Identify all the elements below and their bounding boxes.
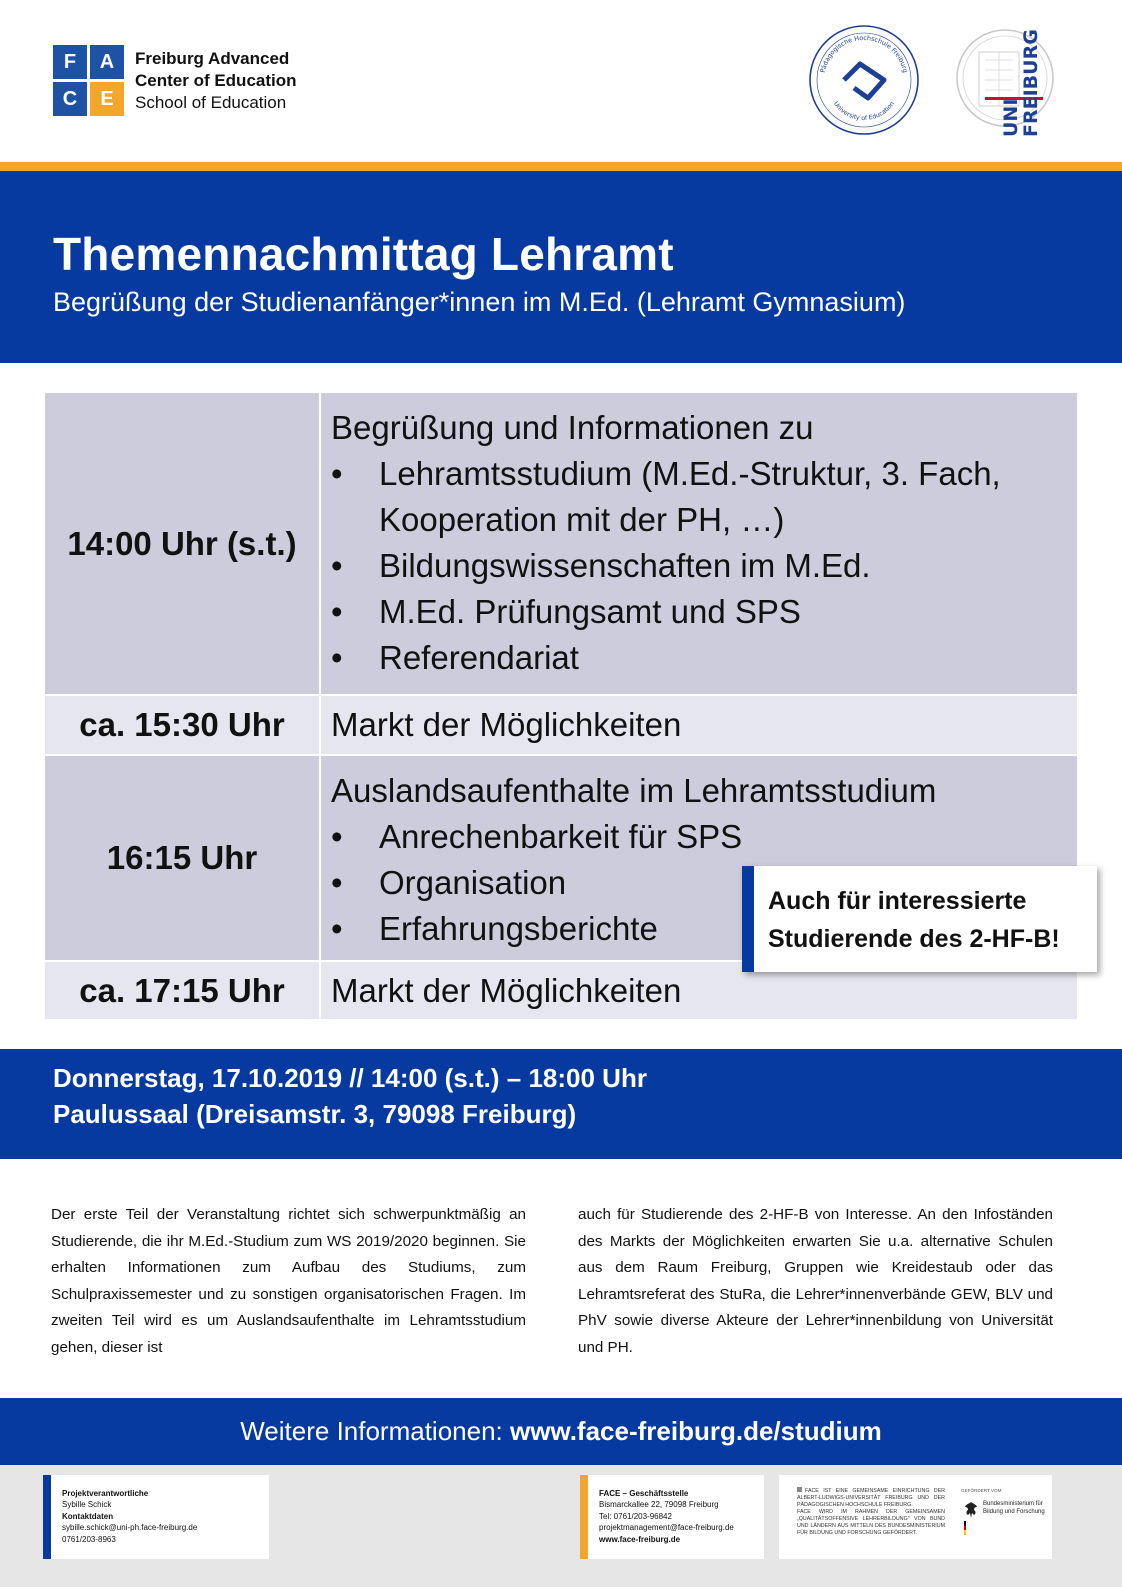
legal-text-1: FACE IST EINE GEMEINSAME EINRICHTUNG DER ALBERT-LUDWIGS-UNIVERSITÄT FREIBURG UND DER PÄDAGOGISCHEN HOCHSCHULE FREIBURG. (797, 1488, 945, 1508)
callout-box (742, 866, 1097, 972)
header (0, 0, 1122, 162)
uni-freiburg-logo (955, 22, 1065, 137)
logo-line-2: Center of Education (135, 71, 297, 90)
ph-seal-top-text: Pädagogische Hochschule Freiburg (818, 33, 910, 74)
logo-letter-e: E (90, 82, 124, 116)
office-title: FACE – Geschäftsstelle (599, 1489, 689, 1498)
info-band (0, 1398, 1122, 1465)
contact-title: Projektverantwortliche (62, 1489, 149, 1498)
office-web[interactable]: www.face-freiburg.de (599, 1534, 681, 1544)
schedule-time: 16:15 Uhr (45, 756, 321, 960)
uni-logo-line-1: UNI (1000, 98, 1022, 137)
schedule-time: 14:00 Uhr (s.t.) (45, 393, 321, 694)
flag-icon (964, 1521, 966, 1535)
logo-letter-f: F (53, 45, 87, 79)
callout-line-2: Studierende des 2-HF-B! (768, 925, 1060, 953)
schedule-heading: Markt der Möglichkeiten (331, 972, 682, 1009)
schedule-time: ca. 15:30 Uhr (45, 696, 321, 754)
schedule-item: • Referendariat (331, 635, 1067, 681)
contact-phone: 0761/203-8963 (62, 1534, 116, 1544)
title-band (0, 171, 1122, 363)
description-left: Der erste Teil der Veranstaltung richtet sich schwerpunktmäßig an Studierende, die ihr M.Ed.-Studium zum WS 2019/2020 beginnen. Sie erhalten Informationen zum Aufbau des Studiums, zum Schulpraxissemester und zu sonstigen organisatorischen Fragen. Im zweiten Teil wird es um Auslandsaufenthalte im Lehramtsstudium gehen, dieser ist (51, 1206, 526, 1356)
schedule-item: • Erfahrungsberichte (331, 906, 1067, 952)
face-logo-text (135, 48, 297, 114)
date-band (0, 1049, 1122, 1159)
event-date: Donnerstag, 17.10.2019 // 14:00 (s.t.) – 18:00 Uhr (53, 1063, 647, 1093)
ministry-name: Bundesministerium für Bildung und Forschung (983, 1501, 1045, 1515)
contact-name: Sybille Schick (62, 1500, 112, 1510)
face-logo (53, 45, 124, 116)
contact-email[interactable]: sybille.schick@uni-ph.face-freiburg.de (62, 1523, 198, 1533)
schedule-items (331, 451, 1067, 681)
schedule-heading: Markt der Möglichkeiten (331, 706, 682, 743)
schedule-item: • M.Ed. Prüfungsamt und SPS (331, 589, 1067, 635)
schedule-item: • Anrechenbarkeit für SPS (331, 814, 1067, 860)
schedule-row (45, 393, 1077, 696)
orange-divider (0, 162, 1122, 171)
description-right: auch für Studierende des 2-HF-B von Interesse. An den Infoständen des Markts der Möglichkeiten erwarten Sie u.a. alternative Schulen aus dem Raum Freiburg, Gruppen wie Kreidestaub oder das Lehramtsreferat des StuRa, die Lehrer*innenverbände GEW, BLV und PhV sowie diverse Akteure der Lehrer*innenbildung von Universität und PH. (578, 1206, 1053, 1356)
logo-line-1: Freiburg Advanced (135, 49, 290, 68)
logo-line-3: School of Education (135, 93, 287, 112)
schedule-item: • Bildungswissenschaften im M.Ed. (331, 543, 1067, 589)
bmbf-logo (961, 1487, 1051, 1515)
schedule-row (45, 696, 1077, 756)
ph-freiburg-seal (808, 24, 920, 136)
office-address: Bismarckallee 22, 79098 Freiburg (599, 1500, 719, 1510)
page-subtitle: Begrüßung der Studienanfänger*innen im M.Ed. (Lehramt Gymnasium) (53, 287, 906, 317)
uni-logo-line-2: FREIBURG (1020, 29, 1042, 137)
eagle-icon (964, 1501, 978, 1519)
schedule-item: • Organisation (331, 860, 1067, 906)
office-card (580, 1475, 764, 1559)
info-link[interactable]: www.face-freiburg.de/studium (510, 1416, 882, 1446)
event-venue: Paulussaal (Dreisamstr. 3, 79098 Freiburg) (53, 1099, 577, 1129)
contact-card (43, 1475, 269, 1559)
info-label: Weitere Informationen: (240, 1416, 510, 1446)
legal-card (779, 1475, 1052, 1559)
legal-text-2: FACE WIRD IM RAHMEN DER GEMEINSAMEN „QUALITÄTSOFFENSIVE LEHRERBILDUNG" VON BUND UND LÄNDERN AUS MITTELN DES BUNDESMINISTERIUM FÜR BILDUNG UND FORSCHUNG GEFÖRDERT. (797, 1509, 945, 1536)
schedule-time: ca. 17:15 Uhr (45, 962, 321, 1019)
office-email[interactable]: projektmanagement@face-freiburg.de (599, 1523, 734, 1533)
square-icon (797, 1487, 802, 1492)
schedule-item: • Lehramtsstudium (M.Ed.-Struktur, 3. Fach, Kooperation mit der PH, …) (331, 451, 1067, 543)
page-title: Themennachmittag Lehramt (53, 228, 674, 280)
schedule-content (321, 696, 1077, 754)
schedule-content (321, 393, 1077, 694)
schedule-heading: Auslandsaufenthalte im Lehramtsstudium (331, 772, 937, 809)
office-phone: Tel: 0761/203-96842 (599, 1511, 672, 1521)
contact-data-title: Kontaktdaten (62, 1511, 114, 1521)
logo-letter-c: C (53, 82, 87, 116)
logo-letter-a: A (90, 45, 124, 79)
ph-seal-bottom-text: University of Education (831, 100, 897, 123)
footer (0, 1465, 1122, 1587)
funded-by-label: GEFÖRDERT VOM (961, 1488, 1002, 1493)
schedule-heading: Begrüßung und Informationen zu (331, 409, 814, 446)
callout-line-1: Auch für interessierte (768, 887, 1027, 915)
legal-text (797, 1487, 945, 1537)
